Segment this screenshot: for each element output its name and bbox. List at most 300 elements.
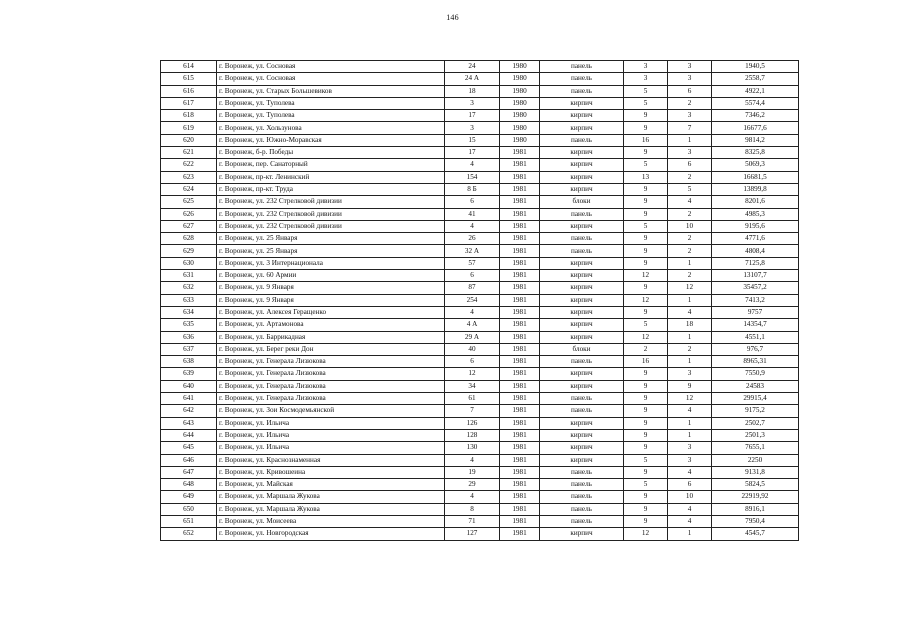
row-number-cell: 633	[161, 294, 217, 306]
year-built-cell: 1981	[500, 417, 540, 429]
entrances-count-cell: 3	[668, 73, 712, 85]
row-number-cell: 628	[161, 233, 217, 245]
floors-count-cell: 16	[624, 356, 668, 368]
floors-count-cell: 9	[624, 306, 668, 318]
house-number-cell: 4	[445, 306, 500, 318]
wall-material-cell: кирпич	[540, 294, 624, 306]
entrances-count-cell: 6	[668, 479, 712, 491]
entrances-count-cell: 1	[668, 356, 712, 368]
table-row	[161, 245, 799, 257]
total-area-cell: 7125,8	[712, 257, 799, 269]
address-cell: г. Воронеж, ул. Кривошеина	[217, 466, 445, 478]
floors-count-cell: 5	[624, 159, 668, 171]
table-row	[161, 442, 799, 454]
house-number-cell: 17	[445, 110, 500, 122]
entrances-count-cell: 2	[668, 343, 712, 355]
address-cell: г. Воронеж, ул. Моисеева	[217, 515, 445, 527]
wall-material-cell: панель	[540, 245, 624, 257]
address-cell: г. Воронеж, ул. 9 Января	[217, 294, 445, 306]
entrances-count-cell: 4	[668, 306, 712, 318]
table-row	[161, 417, 799, 429]
house-number-cell: 3	[445, 122, 500, 134]
total-area-cell: 8201,6	[712, 196, 799, 208]
wall-material-cell: панель	[540, 479, 624, 491]
wall-material-cell: кирпич	[540, 454, 624, 466]
address-cell: г. Воронеж, ул. 232 Стрелковой дивизии	[217, 220, 445, 232]
wall-material-cell: панель	[540, 61, 624, 73]
house-number-cell: 4	[445, 491, 500, 503]
entrances-count-cell: 1	[668, 331, 712, 343]
total-area-cell: 2501,3	[712, 429, 799, 441]
row-number-cell: 649	[161, 491, 217, 503]
wall-material-cell: кирпич	[540, 110, 624, 122]
total-area-cell: 4771,6	[712, 233, 799, 245]
table-row	[161, 73, 799, 85]
table-row	[161, 233, 799, 245]
address-cell: г. Воронеж, ул. Зои Космодемьянской	[217, 405, 445, 417]
floors-count-cell: 5	[624, 479, 668, 491]
floors-count-cell: 5	[624, 220, 668, 232]
wall-material-cell: кирпич	[540, 97, 624, 109]
floors-count-cell: 9	[624, 110, 668, 122]
year-built-cell: 1981	[500, 331, 540, 343]
floors-count-cell: 9	[624, 257, 668, 269]
table-row	[161, 183, 799, 195]
total-area-cell: 16677,6	[712, 122, 799, 134]
total-area-cell: 35457,2	[712, 282, 799, 294]
wall-material-cell: панель	[540, 503, 624, 515]
total-area-cell: 13899,8	[712, 183, 799, 195]
row-number-cell: 624	[161, 183, 217, 195]
table-row	[161, 257, 799, 269]
total-area-cell: 4808,4	[712, 245, 799, 257]
wall-material-cell: кирпич	[540, 442, 624, 454]
address-cell: г. Воронеж, ул. Ильича	[217, 417, 445, 429]
address-cell: г. Воронеж, ул. Краснознаменная	[217, 454, 445, 466]
house-number-cell: 87	[445, 282, 500, 294]
floors-count-cell: 9	[624, 417, 668, 429]
address-cell: г. Воронеж, ул. 232 Стрелковой дивизии	[217, 208, 445, 220]
address-cell: г. Воронеж, пер. Санаторный	[217, 159, 445, 171]
row-number-cell: 627	[161, 220, 217, 232]
house-number-cell: 34	[445, 380, 500, 392]
wall-material-cell: кирпич	[540, 122, 624, 134]
entrances-count-cell: 1	[668, 528, 712, 540]
year-built-cell: 1981	[500, 270, 540, 282]
entrances-count-cell: 3	[668, 454, 712, 466]
address-cell: г. Воронеж, ул. Артамонова	[217, 319, 445, 331]
entrances-count-cell: 10	[668, 220, 712, 232]
year-built-cell: 1981	[500, 245, 540, 257]
year-built-cell: 1981	[500, 528, 540, 540]
wall-material-cell: кирпич	[540, 147, 624, 159]
total-area-cell: 7550,9	[712, 368, 799, 380]
table-row	[161, 97, 799, 109]
row-number-cell: 651	[161, 515, 217, 527]
total-area-cell: 7655,1	[712, 442, 799, 454]
house-number-cell: 254	[445, 294, 500, 306]
entrances-count-cell: 3	[668, 110, 712, 122]
entrances-count-cell: 4	[668, 503, 712, 515]
wall-material-cell: кирпич	[540, 368, 624, 380]
house-number-cell: 18	[445, 85, 500, 97]
floors-count-cell: 16	[624, 134, 668, 146]
floors-count-cell: 9	[624, 393, 668, 405]
house-number-cell: 29 А	[445, 331, 500, 343]
floors-count-cell: 12	[624, 528, 668, 540]
year-built-cell: 1981	[500, 282, 540, 294]
house-number-cell: 57	[445, 257, 500, 269]
year-built-cell: 1981	[500, 405, 540, 417]
entrances-count-cell: 7	[668, 122, 712, 134]
total-area-cell: 9757	[712, 306, 799, 318]
floors-count-cell: 9	[624, 122, 668, 134]
entrances-count-cell: 2	[668, 97, 712, 109]
table-row	[161, 515, 799, 527]
entrances-count-cell: 1	[668, 257, 712, 269]
entrances-count-cell: 1	[668, 134, 712, 146]
year-built-cell: 1980	[500, 134, 540, 146]
total-area-cell: 8965,31	[712, 356, 799, 368]
floors-count-cell: 9	[624, 233, 668, 245]
floors-count-cell: 9	[624, 442, 668, 454]
house-number-cell: 6	[445, 270, 500, 282]
house-number-cell: 130	[445, 442, 500, 454]
total-area-cell: 9195,6	[712, 220, 799, 232]
address-cell: г. Воронеж, пр-кт. Труда	[217, 183, 445, 195]
entrances-count-cell: 2	[668, 270, 712, 282]
floors-count-cell: 9	[624, 405, 668, 417]
total-area-cell: 5574,4	[712, 97, 799, 109]
address-cell: г. Воронеж, ул. Генерала Лизюкова	[217, 380, 445, 392]
row-number-cell: 635	[161, 319, 217, 331]
table-row	[161, 220, 799, 232]
wall-material-cell: панель	[540, 356, 624, 368]
year-built-cell: 1981	[500, 319, 540, 331]
row-number-cell: 619	[161, 122, 217, 134]
year-built-cell: 1980	[500, 110, 540, 122]
total-area-cell: 7346,2	[712, 110, 799, 122]
table-row	[161, 147, 799, 159]
total-area-cell: 8916,1	[712, 503, 799, 515]
entrances-count-cell: 3	[668, 442, 712, 454]
address-cell: г. Воронеж, ул. 60 Армии	[217, 270, 445, 282]
entrances-count-cell: 3	[668, 147, 712, 159]
page-number: 146	[446, 13, 459, 22]
entrances-count-cell: 6	[668, 85, 712, 97]
entrances-count-cell: 1	[668, 429, 712, 441]
house-number-cell: 4	[445, 454, 500, 466]
floors-count-cell: 9	[624, 208, 668, 220]
wall-material-cell: кирпич	[540, 282, 624, 294]
address-cell: г. Воронеж, ул. Алексея Геращенко	[217, 306, 445, 318]
year-built-cell: 1981	[500, 220, 540, 232]
row-number-cell: 626	[161, 208, 217, 220]
total-area-cell: 7413,2	[712, 294, 799, 306]
table-row	[161, 294, 799, 306]
entrances-count-cell: 6	[668, 159, 712, 171]
floors-count-cell: 9	[624, 380, 668, 392]
table-row	[161, 503, 799, 515]
address-cell: г. Воронеж, ул. Берег реки Дон	[217, 343, 445, 355]
table-row	[161, 479, 799, 491]
entrances-count-cell: 4	[668, 515, 712, 527]
table-row	[161, 356, 799, 368]
year-built-cell: 1981	[500, 183, 540, 195]
year-built-cell: 1981	[500, 294, 540, 306]
year-built-cell: 1980	[500, 61, 540, 73]
entrances-count-cell: 1	[668, 417, 712, 429]
wall-material-cell: панель	[540, 85, 624, 97]
table-row	[161, 196, 799, 208]
table-row	[161, 85, 799, 97]
address-cell: г. Воронеж, ул. Хользунова	[217, 122, 445, 134]
entrances-count-cell: 4	[668, 196, 712, 208]
row-number-cell: 652	[161, 528, 217, 540]
row-number-cell: 639	[161, 368, 217, 380]
address-cell: г. Воронеж, ул. Новгородская	[217, 528, 445, 540]
house-number-cell: 24 А	[445, 73, 500, 85]
row-number-cell: 642	[161, 405, 217, 417]
house-number-cell: 6	[445, 356, 500, 368]
total-area-cell: 1940,5	[712, 61, 799, 73]
total-area-cell: 2558,7	[712, 73, 799, 85]
table-row	[161, 393, 799, 405]
house-number-cell: 17	[445, 147, 500, 159]
total-area-cell: 5824,5	[712, 479, 799, 491]
entrances-count-cell: 2	[668, 171, 712, 183]
year-built-cell: 1981	[500, 233, 540, 245]
house-number-cell: 61	[445, 393, 500, 405]
address-cell: г. Воронеж, ул. 3 Интернационала	[217, 257, 445, 269]
year-built-cell: 1981	[500, 343, 540, 355]
table-row	[161, 429, 799, 441]
row-number-cell: 631	[161, 270, 217, 282]
total-area-cell: 16681,5	[712, 171, 799, 183]
floors-count-cell: 9	[624, 196, 668, 208]
year-built-cell: 1981	[500, 429, 540, 441]
row-number-cell: 650	[161, 503, 217, 515]
wall-material-cell: кирпич	[540, 528, 624, 540]
wall-material-cell: панель	[540, 393, 624, 405]
wall-material-cell: панель	[540, 491, 624, 503]
row-number-cell: 614	[161, 61, 217, 73]
year-built-cell: 1981	[500, 171, 540, 183]
house-number-cell: 128	[445, 429, 500, 441]
year-built-cell: 1981	[500, 196, 540, 208]
table-row	[161, 343, 799, 355]
wall-material-cell: блоки	[540, 196, 624, 208]
year-built-cell: 1980	[500, 97, 540, 109]
house-number-cell: 24	[445, 61, 500, 73]
row-number-cell: 638	[161, 356, 217, 368]
housing-registry-table	[160, 60, 799, 541]
table-row	[161, 491, 799, 503]
row-number-cell: 617	[161, 97, 217, 109]
wall-material-cell: кирпич	[540, 380, 624, 392]
address-cell: г. Воронеж, ул. Генерала Лизюкова	[217, 393, 445, 405]
address-cell: г. Воронеж, ул. Южно-Моравская	[217, 134, 445, 146]
house-number-cell: 12	[445, 368, 500, 380]
house-number-cell: 6	[445, 196, 500, 208]
entrances-count-cell: 9	[668, 380, 712, 392]
row-number-cell: 625	[161, 196, 217, 208]
table-row	[161, 270, 799, 282]
year-built-cell: 1981	[500, 257, 540, 269]
row-number-cell: 629	[161, 245, 217, 257]
wall-material-cell: кирпич	[540, 319, 624, 331]
address-cell: г. Воронеж, ул. 9 Января	[217, 282, 445, 294]
address-cell: г. Воронеж, ул. 25 Января	[217, 245, 445, 257]
wall-material-cell: кирпич	[540, 331, 624, 343]
row-number-cell: 646	[161, 454, 217, 466]
year-built-cell: 1981	[500, 208, 540, 220]
wall-material-cell: кирпич	[540, 220, 624, 232]
table-row	[161, 159, 799, 171]
total-area-cell: 2250	[712, 454, 799, 466]
total-area-cell: 9175,2	[712, 405, 799, 417]
table-row	[161, 380, 799, 392]
year-built-cell: 1981	[500, 159, 540, 171]
wall-material-cell: панель	[540, 233, 624, 245]
table-row	[161, 306, 799, 318]
year-built-cell: 1981	[500, 368, 540, 380]
total-area-cell: 14354,7	[712, 319, 799, 331]
floors-count-cell: 12	[624, 331, 668, 343]
wall-material-cell: кирпич	[540, 429, 624, 441]
address-cell: г. Воронеж, пр-кт. Ленинский	[217, 171, 445, 183]
total-area-cell: 7950,4	[712, 515, 799, 527]
year-built-cell: 1980	[500, 122, 540, 134]
row-number-cell: 632	[161, 282, 217, 294]
house-number-cell: 154	[445, 171, 500, 183]
total-area-cell: 5069,3	[712, 159, 799, 171]
table-row	[161, 171, 799, 183]
table-row	[161, 454, 799, 466]
address-cell: г. Воронеж, ул. Сосновая	[217, 61, 445, 73]
floors-count-cell: 3	[624, 73, 668, 85]
entrances-count-cell: 1	[668, 294, 712, 306]
floors-count-cell: 9	[624, 491, 668, 503]
address-cell: г. Воронеж, ул. 25 Января	[217, 233, 445, 245]
row-number-cell: 641	[161, 393, 217, 405]
table-row	[161, 110, 799, 122]
table-row	[161, 368, 799, 380]
house-number-cell: 29	[445, 479, 500, 491]
row-number-cell: 634	[161, 306, 217, 318]
total-area-cell: 29915,4	[712, 393, 799, 405]
total-area-cell: 22919,92	[712, 491, 799, 503]
total-area-cell: 24583	[712, 380, 799, 392]
wall-material-cell: панель	[540, 466, 624, 478]
table-row	[161, 319, 799, 331]
floors-count-cell: 9	[624, 245, 668, 257]
wall-material-cell: блоки	[540, 343, 624, 355]
floors-count-cell: 9	[624, 282, 668, 294]
floors-count-cell: 9	[624, 466, 668, 478]
total-area-cell: 13107,7	[712, 270, 799, 282]
entrances-count-cell: 2	[668, 245, 712, 257]
floors-count-cell: 5	[624, 454, 668, 466]
wall-material-cell: панель	[540, 515, 624, 527]
table-row	[161, 61, 799, 73]
floors-count-cell: 9	[624, 368, 668, 380]
row-number-cell: 622	[161, 159, 217, 171]
total-area-cell: 4922,1	[712, 85, 799, 97]
row-number-cell: 623	[161, 171, 217, 183]
row-number-cell: 640	[161, 380, 217, 392]
entrances-count-cell: 2	[668, 208, 712, 220]
total-area-cell: 8325,8	[712, 147, 799, 159]
row-number-cell: 648	[161, 479, 217, 491]
entrances-count-cell: 3	[668, 61, 712, 73]
floors-count-cell: 9	[624, 183, 668, 195]
address-cell: г. Воронеж, б-р. Победы	[217, 147, 445, 159]
table-row	[161, 528, 799, 540]
address-cell: г. Воронеж, ул. Ильича	[217, 429, 445, 441]
wall-material-cell: кирпич	[540, 417, 624, 429]
row-number-cell: 643	[161, 417, 217, 429]
floors-count-cell: 12	[624, 294, 668, 306]
total-area-cell: 4985,3	[712, 208, 799, 220]
table-row	[161, 122, 799, 134]
year-built-cell: 1981	[500, 466, 540, 478]
house-number-cell: 3	[445, 97, 500, 109]
entrances-count-cell: 10	[668, 491, 712, 503]
entrances-count-cell: 3	[668, 368, 712, 380]
row-number-cell: 615	[161, 73, 217, 85]
total-area-cell: 976,7	[712, 343, 799, 355]
year-built-cell: 1981	[500, 503, 540, 515]
house-number-cell: 4	[445, 159, 500, 171]
wall-material-cell: кирпич	[540, 270, 624, 282]
address-cell: г. Воронеж, ул. Баррикадная	[217, 331, 445, 343]
row-number-cell: 621	[161, 147, 217, 159]
total-area-cell: 2502,7	[712, 417, 799, 429]
year-built-cell: 1981	[500, 306, 540, 318]
year-built-cell: 1981	[500, 479, 540, 491]
table-body	[161, 61, 799, 541]
entrances-count-cell: 12	[668, 282, 712, 294]
entrances-count-cell: 12	[668, 393, 712, 405]
wall-material-cell: кирпич	[540, 183, 624, 195]
year-built-cell: 1981	[500, 491, 540, 503]
address-cell: г. Воронеж, ул. Сосновая	[217, 73, 445, 85]
table-row	[161, 208, 799, 220]
address-cell: г. Воронеж, ул. Майская	[217, 479, 445, 491]
house-number-cell: 40	[445, 343, 500, 355]
wall-material-cell: кирпич	[540, 257, 624, 269]
floors-count-cell: 5	[624, 97, 668, 109]
floors-count-cell: 9	[624, 503, 668, 515]
house-number-cell: 4 А	[445, 319, 500, 331]
house-number-cell: 41	[445, 208, 500, 220]
house-number-cell: 8	[445, 503, 500, 515]
floors-count-cell: 5	[624, 319, 668, 331]
floors-count-cell: 5	[624, 85, 668, 97]
address-cell: г. Воронеж, ул. Туполева	[217, 110, 445, 122]
wall-material-cell: панель	[540, 73, 624, 85]
total-area-cell: 9814,2	[712, 134, 799, 146]
entrances-count-cell: 2	[668, 233, 712, 245]
house-number-cell: 7	[445, 405, 500, 417]
floors-count-cell: 9	[624, 429, 668, 441]
total-area-cell: 9131,8	[712, 466, 799, 478]
row-number-cell: 616	[161, 85, 217, 97]
row-number-cell: 636	[161, 331, 217, 343]
address-cell: г. Воронеж, ул. Генерала Лизюкова	[217, 356, 445, 368]
year-built-cell: 1981	[500, 454, 540, 466]
